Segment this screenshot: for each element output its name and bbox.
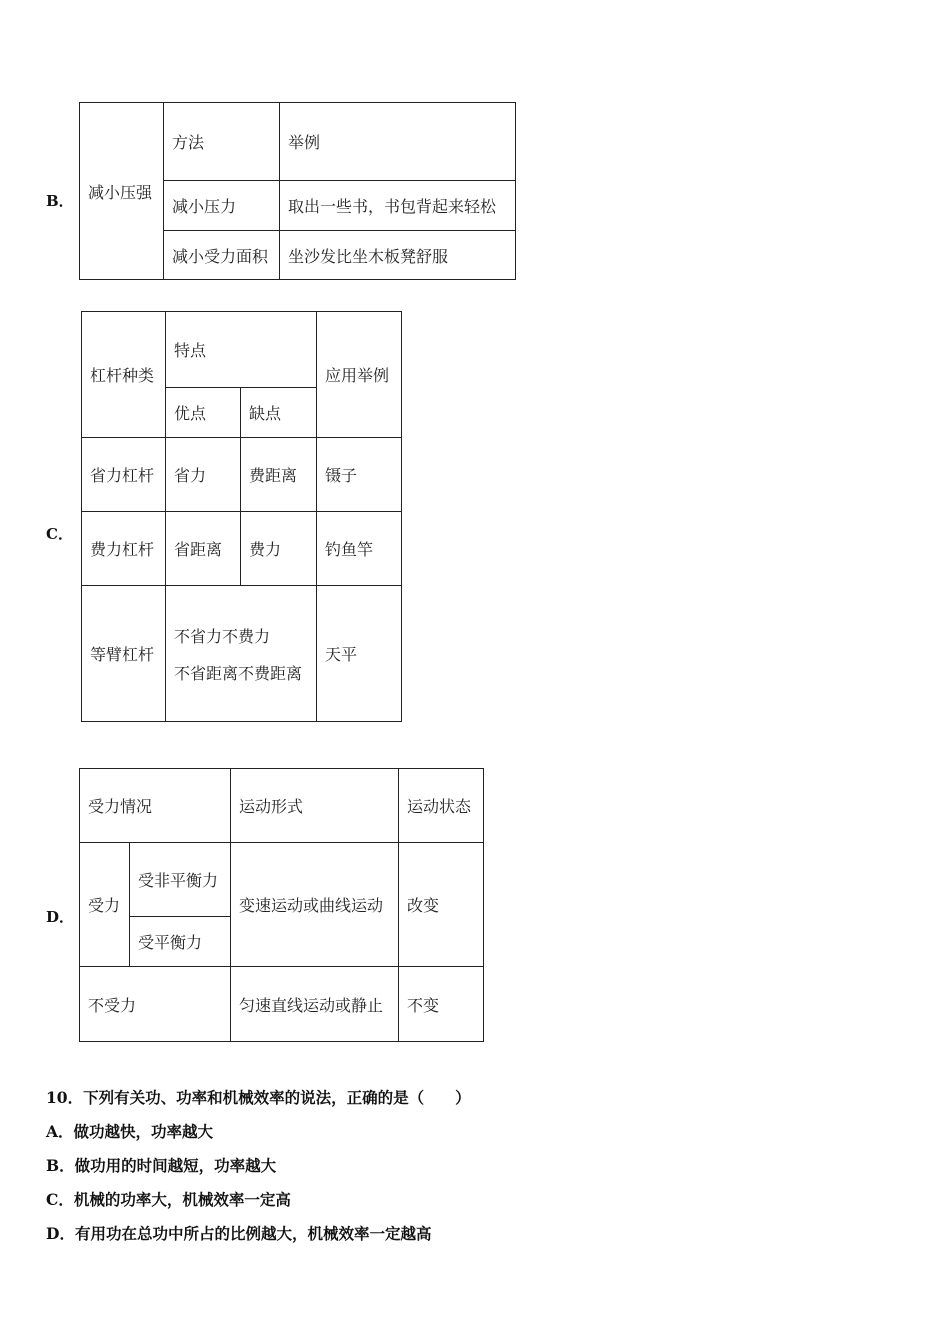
table-c-cell: 省力杠杆 [82, 438, 166, 512]
table-d-noforce: 不受力 [80, 967, 231, 1042]
table-c-head-adv: 优点 [166, 388, 241, 438]
table-c-cell: 钓鱼竿 [317, 512, 402, 586]
table-c-head-app: 应用举例 [317, 312, 402, 438]
question-option-c: C．机械的功率大，机械效率一定高 [46, 1190, 291, 1209]
table-c-cell: 费力杠杆 [82, 512, 166, 586]
question-option-b: B．做功用的时间越短，功率越大 [46, 1156, 277, 1175]
table-b-cell: 取出一些书，书包背起来轻松 [280, 181, 516, 231]
table-c-cell: 省距离 [166, 512, 241, 586]
question-stem: 10．下列有关功、功率和机械效率的说法，正确的是（ ） [46, 1088, 471, 1107]
table-d-balanced: 受平衡力 [130, 917, 231, 967]
table-d-head-state: 运动状态 [399, 769, 484, 843]
question-option-a: A．做功越快，功率越大 [46, 1122, 214, 1141]
table-c-cell: 等臂杠杆 [82, 586, 166, 722]
table-b-cell: 坐沙发比坐木板凳舒服 [280, 231, 516, 280]
option-d-label: D． [46, 908, 75, 926]
table-b-rowhead: 减小压强 [80, 103, 164, 280]
table-d-state1: 改变 [399, 843, 484, 967]
table-d-motion1: 变速运动或曲线运动 [231, 843, 399, 967]
table-c-cell: 费力 [241, 512, 317, 586]
table-b-cell: 减小受力面积 [164, 231, 280, 280]
table-c-equal-feature [166, 586, 317, 722]
table-b-cell: 减小压力 [164, 181, 280, 231]
question-option-d: D．有用功在总功中所占的比例越大，机械效率一定越高 [46, 1224, 432, 1243]
table-d-head-force: 受力情况 [80, 769, 231, 843]
table-c-head-feature: 特点 [166, 312, 317, 388]
table-d-motion2: 匀速直线运动或静止 [231, 967, 399, 1042]
option-c-label: C． [46, 525, 73, 543]
table-b-header-example: 举例 [280, 103, 516, 181]
table-d-unbalanced: 受非平衡力 [130, 843, 231, 917]
table-c-head-kind: 杠杆种类 [82, 312, 166, 438]
table-b-header-method: 方法 [164, 103, 280, 181]
table-d-forced: 受力 [80, 843, 130, 967]
table-c-equal-line1: 不省力不费力 [174, 626, 271, 646]
table-c-cell: 天平 [317, 586, 402, 722]
table-d [79, 768, 484, 1042]
table-d-head-motion: 运动形式 [231, 769, 399, 843]
table-c-cell: 省力 [166, 438, 241, 512]
table-c-head-dis: 缺点 [241, 388, 317, 438]
table-c-equal-line2: 不省距离不费距离 [174, 663, 303, 683]
option-b-label: B． [46, 192, 74, 210]
table-c-cell: 费距离 [241, 438, 317, 512]
table-b [79, 102, 516, 280]
table-d-state2: 不变 [399, 967, 484, 1042]
table-c-cell: 镊子 [317, 438, 402, 512]
table-c [81, 311, 402, 722]
